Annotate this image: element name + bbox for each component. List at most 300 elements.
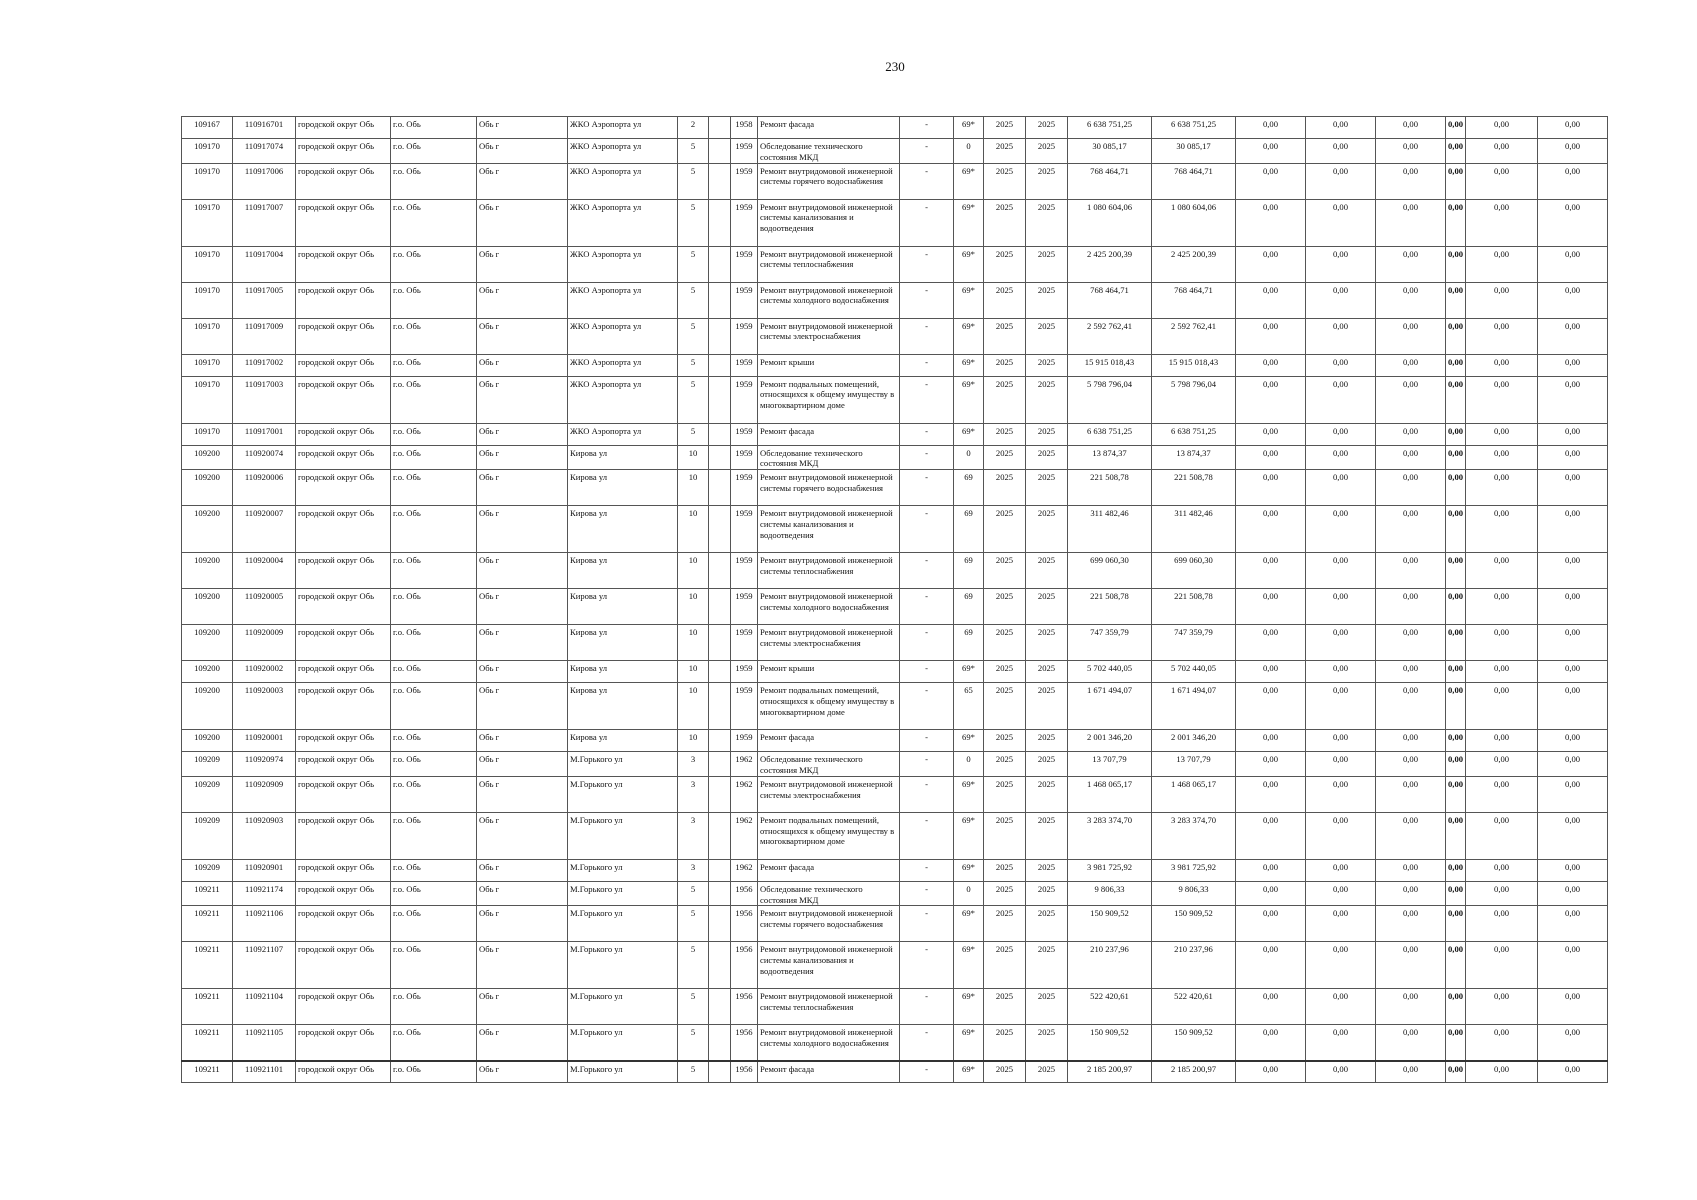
table-row <box>182 881 1608 906</box>
row-house-number: 5 <box>678 246 709 282</box>
row-locality: Обь г <box>477 423 568 445</box>
row-work-code: 110921101 <box>233 1061 296 1083</box>
row-street: Кирова ул <box>568 730 678 752</box>
row-sum: 1 080 604,06 <box>1152 199 1236 246</box>
row-build-year: 1959 <box>731 730 758 752</box>
row-fund-6: 0,00 <box>1538 752 1608 777</box>
row-house-id: 109200 <box>182 730 233 752</box>
row-fund-1: 0,00 <box>1236 423 1306 445</box>
row-work-type: Ремонт подвальных помещений, относящихся к общему имуществу в многоквартирном доме <box>758 376 900 423</box>
row-sum: 311 482,46 <box>1152 506 1236 553</box>
row-fund-3: 0,00 <box>1376 859 1446 881</box>
row-house-id: 109200 <box>182 589 233 625</box>
row-work-code: 110921107 <box>233 942 296 989</box>
row-fund-5: 0,00 <box>1466 117 1538 139</box>
row-fund-5: 0,00 <box>1466 752 1538 777</box>
row-fund-4: 0,00 <box>1446 812 1466 859</box>
row-work-code: 110917001 <box>233 423 296 445</box>
row-locality: Обь г <box>477 117 568 139</box>
row-building <box>709 859 731 881</box>
row-fund-3: 0,00 <box>1376 553 1446 589</box>
row-building <box>709 553 731 589</box>
row-end-year: 2025 <box>1026 752 1068 777</box>
row-house-number: 5 <box>678 942 709 989</box>
row-street: ЖКО Аэропорта ул <box>568 246 678 282</box>
row-work-code: 110917007 <box>233 199 296 246</box>
row-fund-6: 0,00 <box>1538 906 1608 942</box>
row-house-id: 109200 <box>182 683 233 730</box>
row-start-year: 2025 <box>984 354 1026 376</box>
row-sign: 0 <box>954 139 984 164</box>
row-fund-6: 0,00 <box>1538 1061 1608 1083</box>
row-total-cost: 1 468 065,17 <box>1068 776 1152 812</box>
row-sum: 13 874,37 <box>1152 445 1236 470</box>
table-row <box>182 423 1608 445</box>
row-fund-6: 0,00 <box>1538 318 1608 354</box>
row-fund-6: 0,00 <box>1538 470 1608 506</box>
row-fund-2: 0,00 <box>1306 1061 1376 1083</box>
row-locality: Обь г <box>477 139 568 164</box>
row-total-cost: 311 482,46 <box>1068 506 1152 553</box>
row-work-code: 110916701 <box>233 117 296 139</box>
row-fund-5: 0,00 <box>1466 859 1538 881</box>
row-district: городской округ Обь <box>296 246 391 282</box>
row-fund-2: 0,00 <box>1306 445 1376 470</box>
row-house-id: 109209 <box>182 859 233 881</box>
row-house-number: 10 <box>678 445 709 470</box>
row-build-year: 1959 <box>731 625 758 661</box>
row-fund-6: 0,00 <box>1538 942 1608 989</box>
row-building <box>709 506 731 553</box>
row-sign: 0 <box>954 445 984 470</box>
row-fund-6: 0,00 <box>1538 506 1608 553</box>
row-fund-3: 0,00 <box>1376 199 1446 246</box>
row-fund-3: 0,00 <box>1376 246 1446 282</box>
row-municipality: г.о. Обь <box>391 752 477 777</box>
row-end-year: 2025 <box>1026 625 1068 661</box>
row-house-number: 5 <box>678 1061 709 1083</box>
table-row <box>182 625 1608 661</box>
row-house-number: 10 <box>678 589 709 625</box>
row-unit: - <box>900 906 954 942</box>
row-total-cost: 13 707,79 <box>1068 752 1152 777</box>
row-street: Кирова ул <box>568 470 678 506</box>
row-build-year: 1962 <box>731 812 758 859</box>
row-fund-2: 0,00 <box>1306 318 1376 354</box>
row-street: ЖКО Аэропорта ул <box>568 376 678 423</box>
row-house-number: 10 <box>678 553 709 589</box>
row-end-year: 2025 <box>1026 318 1068 354</box>
row-street: ЖКО Аэропорта ул <box>568 282 678 318</box>
row-fund-6: 0,00 <box>1538 163 1608 199</box>
row-unit: - <box>900 282 954 318</box>
row-fund-4: 0,00 <box>1446 1025 1466 1061</box>
row-locality: Обь г <box>477 553 568 589</box>
row-fund-1: 0,00 <box>1236 1025 1306 1061</box>
row-fund-6: 0,00 <box>1538 354 1608 376</box>
row-end-year: 2025 <box>1026 117 1068 139</box>
row-house-id: 109170 <box>182 139 233 164</box>
row-locality: Обь г <box>477 318 568 354</box>
row-sign: 69* <box>954 859 984 881</box>
row-fund-4: 0,00 <box>1446 470 1466 506</box>
row-street: ЖКО Аэропорта ул <box>568 318 678 354</box>
row-building <box>709 881 731 906</box>
row-locality: Обь г <box>477 906 568 942</box>
table-row <box>182 989 1608 1025</box>
row-start-year: 2025 <box>984 1061 1026 1083</box>
row-sum: 6 638 751,25 <box>1152 117 1236 139</box>
row-end-year: 2025 <box>1026 942 1068 989</box>
row-unit: - <box>900 989 954 1025</box>
row-unit: - <box>900 117 954 139</box>
row-fund-6: 0,00 <box>1538 625 1608 661</box>
row-work-type: Обследование технического состояния МКД <box>758 139 900 164</box>
row-house-id: 109170 <box>182 282 233 318</box>
row-sum: 3 981 725,92 <box>1152 859 1236 881</box>
row-municipality: г.о. Обь <box>391 730 477 752</box>
row-sign: 69 <box>954 553 984 589</box>
row-start-year: 2025 <box>984 318 1026 354</box>
row-sum: 1 468 065,17 <box>1152 776 1236 812</box>
row-unit: - <box>900 1061 954 1083</box>
row-building <box>709 1061 731 1083</box>
row-fund-5: 0,00 <box>1466 445 1538 470</box>
row-total-cost: 3 981 725,92 <box>1068 859 1152 881</box>
row-fund-3: 0,00 <box>1376 989 1446 1025</box>
row-building <box>709 625 731 661</box>
row-work-type: Ремонт подвальных помещений, относящихся к общему имуществу в многоквартирном доме <box>758 812 900 859</box>
row-fund-2: 0,00 <box>1306 199 1376 246</box>
row-building <box>709 776 731 812</box>
row-street: М.Горького ул <box>568 752 678 777</box>
row-house-id: 109167 <box>182 117 233 139</box>
table-row <box>182 117 1608 139</box>
row-street: ЖКО Аэропорта ул <box>568 354 678 376</box>
row-building <box>709 470 731 506</box>
row-street: Кирова ул <box>568 553 678 589</box>
row-fund-4: 0,00 <box>1446 445 1466 470</box>
row-building <box>709 812 731 859</box>
row-building <box>709 117 731 139</box>
row-fund-5: 0,00 <box>1466 246 1538 282</box>
row-house-number: 5 <box>678 354 709 376</box>
row-work-code: 110917002 <box>233 354 296 376</box>
row-work-type: Ремонт фасада <box>758 730 900 752</box>
row-build-year: 1959 <box>731 376 758 423</box>
row-district: городской округ Обь <box>296 282 391 318</box>
row-district: городской округ Обь <box>296 470 391 506</box>
row-total-cost: 5 798 796,04 <box>1068 376 1152 423</box>
row-fund-2: 0,00 <box>1306 625 1376 661</box>
row-sign: 69* <box>954 199 984 246</box>
row-work-code: 110920074 <box>233 445 296 470</box>
row-locality: Обь г <box>477 354 568 376</box>
row-fund-6: 0,00 <box>1538 553 1608 589</box>
row-end-year: 2025 <box>1026 246 1068 282</box>
row-sign: 69* <box>954 1061 984 1083</box>
row-house-number: 5 <box>678 1025 709 1061</box>
row-sum: 2 425 200,39 <box>1152 246 1236 282</box>
row-work-code: 110920004 <box>233 553 296 589</box>
table-row <box>182 752 1608 777</box>
row-fund-3: 0,00 <box>1376 506 1446 553</box>
row-house-number: 3 <box>678 776 709 812</box>
row-house-number: 10 <box>678 683 709 730</box>
row-fund-3: 0,00 <box>1376 423 1446 445</box>
row-end-year: 2025 <box>1026 859 1068 881</box>
row-work-type: Ремонт внутридомовой инженерной системы горячего водоснабжения <box>758 470 900 506</box>
row-sum: 150 909,52 <box>1152 1025 1236 1061</box>
row-start-year: 2025 <box>984 589 1026 625</box>
row-municipality: г.о. Обь <box>391 1061 477 1083</box>
row-unit: - <box>900 589 954 625</box>
row-district: городской округ Обь <box>296 423 391 445</box>
row-sum: 5 702 440,05 <box>1152 661 1236 683</box>
row-locality: Обь г <box>477 881 568 906</box>
row-build-year: 1959 <box>731 246 758 282</box>
row-unit: - <box>900 376 954 423</box>
row-sum: 6 638 751,25 <box>1152 423 1236 445</box>
row-fund-4: 0,00 <box>1446 625 1466 661</box>
row-end-year: 2025 <box>1026 730 1068 752</box>
row-sum: 768 464,71 <box>1152 163 1236 199</box>
row-fund-5: 0,00 <box>1466 730 1538 752</box>
row-end-year: 2025 <box>1026 423 1068 445</box>
row-house-id: 109211 <box>182 942 233 989</box>
row-fund-4: 0,00 <box>1446 752 1466 777</box>
row-district: городской округ Обь <box>296 1025 391 1061</box>
table-row <box>182 553 1608 589</box>
row-unit: - <box>900 318 954 354</box>
row-locality: Обь г <box>477 1061 568 1083</box>
repair-program-table <box>181 116 1608 1083</box>
row-street: М.Горького ул <box>568 812 678 859</box>
row-street: ЖКО Аэропорта ул <box>568 163 678 199</box>
row-fund-4: 0,00 <box>1446 661 1466 683</box>
row-district: городской округ Обь <box>296 163 391 199</box>
row-municipality: г.о. Обь <box>391 354 477 376</box>
row-fund-3: 0,00 <box>1376 589 1446 625</box>
row-house-id: 109170 <box>182 199 233 246</box>
row-fund-3: 0,00 <box>1376 163 1446 199</box>
row-fund-4: 0,00 <box>1446 117 1466 139</box>
row-building <box>709 445 731 470</box>
row-unit: - <box>900 445 954 470</box>
row-unit: - <box>900 139 954 164</box>
row-start-year: 2025 <box>984 199 1026 246</box>
row-build-year: 1959 <box>731 683 758 730</box>
row-fund-1: 0,00 <box>1236 906 1306 942</box>
row-build-year: 1959 <box>731 553 758 589</box>
row-fund-1: 0,00 <box>1236 117 1306 139</box>
row-end-year: 2025 <box>1026 1025 1068 1061</box>
row-fund-5: 0,00 <box>1466 318 1538 354</box>
row-locality: Обь г <box>477 282 568 318</box>
row-unit: - <box>900 730 954 752</box>
table-body <box>182 117 1608 1083</box>
row-build-year: 1956 <box>731 942 758 989</box>
row-work-type: Обследование технического состояния МКД <box>758 752 900 777</box>
row-fund-5: 0,00 <box>1466 881 1538 906</box>
row-district: городской округ Обь <box>296 989 391 1025</box>
row-work-code: 110921174 <box>233 881 296 906</box>
row-work-code: 110920007 <box>233 506 296 553</box>
row-sign: 69* <box>954 163 984 199</box>
row-fund-5: 0,00 <box>1466 942 1538 989</box>
row-house-number: 5 <box>678 881 709 906</box>
row-end-year: 2025 <box>1026 812 1068 859</box>
row-district: городской округ Обь <box>296 859 391 881</box>
row-house-number: 5 <box>678 163 709 199</box>
row-total-cost: 15 915 018,43 <box>1068 354 1152 376</box>
row-fund-1: 0,00 <box>1236 445 1306 470</box>
row-building <box>709 246 731 282</box>
row-fund-2: 0,00 <box>1306 730 1376 752</box>
row-fund-5: 0,00 <box>1466 506 1538 553</box>
row-work-code: 110917004 <box>233 246 296 282</box>
row-total-cost: 2 185 200,97 <box>1068 1061 1152 1083</box>
row-work-type: Ремонт внутридомовой инженерной системы теплоснабжения <box>758 246 900 282</box>
row-work-code: 110920002 <box>233 661 296 683</box>
row-fund-3: 0,00 <box>1376 776 1446 812</box>
row-work-code: 110920901 <box>233 859 296 881</box>
table-row <box>182 589 1608 625</box>
row-end-year: 2025 <box>1026 661 1068 683</box>
row-locality: Обь г <box>477 506 568 553</box>
row-municipality: г.о. Обь <box>391 139 477 164</box>
row-district: городской округ Обь <box>296 776 391 812</box>
row-fund-3: 0,00 <box>1376 881 1446 906</box>
row-district: городской округ Обь <box>296 589 391 625</box>
row-work-code: 110920974 <box>233 752 296 777</box>
row-end-year: 2025 <box>1026 376 1068 423</box>
row-fund-1: 0,00 <box>1236 506 1306 553</box>
row-fund-6: 0,00 <box>1538 776 1608 812</box>
row-unit: - <box>900 506 954 553</box>
row-sign: 69 <box>954 506 984 553</box>
row-district: городской округ Обь <box>296 625 391 661</box>
row-street: Кирова ул <box>568 589 678 625</box>
row-work-type: Ремонт фасада <box>758 423 900 445</box>
row-district: городской округ Обь <box>296 553 391 589</box>
row-sign: 69* <box>954 942 984 989</box>
row-locality: Обь г <box>477 589 568 625</box>
row-sum: 221 508,78 <box>1152 589 1236 625</box>
row-work-type: Ремонт внутридомовой инженерной системы электроснабжения <box>758 625 900 661</box>
row-unit: - <box>900 942 954 989</box>
row-municipality: г.о. Обь <box>391 117 477 139</box>
row-fund-3: 0,00 <box>1376 354 1446 376</box>
row-total-cost: 210 237,96 <box>1068 942 1152 989</box>
row-work-type: Ремонт внутридомовой инженерной системы канализования и водоотведения <box>758 506 900 553</box>
row-fund-1: 0,00 <box>1236 1061 1306 1083</box>
row-sum: 15 915 018,43 <box>1152 354 1236 376</box>
row-municipality: г.о. Обь <box>391 506 477 553</box>
row-fund-6: 0,00 <box>1538 730 1608 752</box>
row-sign: 69* <box>954 354 984 376</box>
row-municipality: г.о. Обь <box>391 445 477 470</box>
row-locality: Обь г <box>477 246 568 282</box>
row-house-number: 10 <box>678 470 709 506</box>
row-build-year: 1956 <box>731 906 758 942</box>
row-municipality: г.о. Обь <box>391 625 477 661</box>
row-municipality: г.о. Обь <box>391 942 477 989</box>
row-work-code: 110920009 <box>233 625 296 661</box>
row-fund-1: 0,00 <box>1236 812 1306 859</box>
row-fund-6: 0,00 <box>1538 859 1608 881</box>
row-fund-3: 0,00 <box>1376 1025 1446 1061</box>
row-build-year: 1956 <box>731 1025 758 1061</box>
row-unit: - <box>900 625 954 661</box>
row-district: городской округ Обь <box>296 354 391 376</box>
row-sign: 69* <box>954 246 984 282</box>
row-fund-1: 0,00 <box>1236 318 1306 354</box>
row-fund-1: 0,00 <box>1236 989 1306 1025</box>
row-fund-4: 0,00 <box>1446 423 1466 445</box>
row-house-number: 3 <box>678 752 709 777</box>
row-fund-5: 0,00 <box>1466 812 1538 859</box>
row-fund-6: 0,00 <box>1538 376 1608 423</box>
row-total-cost: 699 060,30 <box>1068 553 1152 589</box>
row-build-year: 1962 <box>731 859 758 881</box>
row-build-year: 1962 <box>731 752 758 777</box>
row-district: городской округ Обь <box>296 942 391 989</box>
row-build-year: 1959 <box>731 163 758 199</box>
row-sign: 0 <box>954 881 984 906</box>
row-fund-2: 0,00 <box>1306 553 1376 589</box>
row-fund-5: 0,00 <box>1466 470 1538 506</box>
row-total-cost: 13 874,37 <box>1068 445 1152 470</box>
row-work-code: 110917074 <box>233 139 296 164</box>
row-street: ЖКО Аэропорта ул <box>568 117 678 139</box>
row-fund-4: 0,00 <box>1446 282 1466 318</box>
row-build-year: 1959 <box>731 354 758 376</box>
row-house-id: 109200 <box>182 553 233 589</box>
row-fund-3: 0,00 <box>1376 139 1446 164</box>
row-fund-2: 0,00 <box>1306 1025 1376 1061</box>
row-fund-2: 0,00 <box>1306 139 1376 164</box>
row-sum: 3 283 374,70 <box>1152 812 1236 859</box>
table-row <box>182 1061 1608 1083</box>
row-fund-6: 0,00 <box>1538 445 1608 470</box>
row-building <box>709 139 731 164</box>
row-street: М.Горького ул <box>568 776 678 812</box>
row-fund-2: 0,00 <box>1306 117 1376 139</box>
row-fund-3: 0,00 <box>1376 683 1446 730</box>
row-house-number: 5 <box>678 199 709 246</box>
row-total-cost: 522 420,61 <box>1068 989 1152 1025</box>
row-fund-4: 0,00 <box>1446 589 1466 625</box>
row-building <box>709 906 731 942</box>
row-total-cost: 6 638 751,25 <box>1068 423 1152 445</box>
row-fund-3: 0,00 <box>1376 661 1446 683</box>
table-row <box>182 318 1608 354</box>
row-start-year: 2025 <box>984 752 1026 777</box>
row-work-type: Ремонт внутридомовой инженерной системы холодного водоснабжения <box>758 1025 900 1061</box>
row-work-type: Ремонт внутридомовой инженерной системы канализования и водоотведения <box>758 942 900 989</box>
table-row <box>182 859 1608 881</box>
row-fund-6: 0,00 <box>1538 881 1608 906</box>
row-fund-2: 0,00 <box>1306 282 1376 318</box>
row-end-year: 2025 <box>1026 470 1068 506</box>
row-fund-6: 0,00 <box>1538 661 1608 683</box>
row-start-year: 2025 <box>984 445 1026 470</box>
row-build-year: 1958 <box>731 117 758 139</box>
row-work-type: Ремонт фасада <box>758 1061 900 1083</box>
row-building <box>709 376 731 423</box>
row-locality: Обь г <box>477 376 568 423</box>
